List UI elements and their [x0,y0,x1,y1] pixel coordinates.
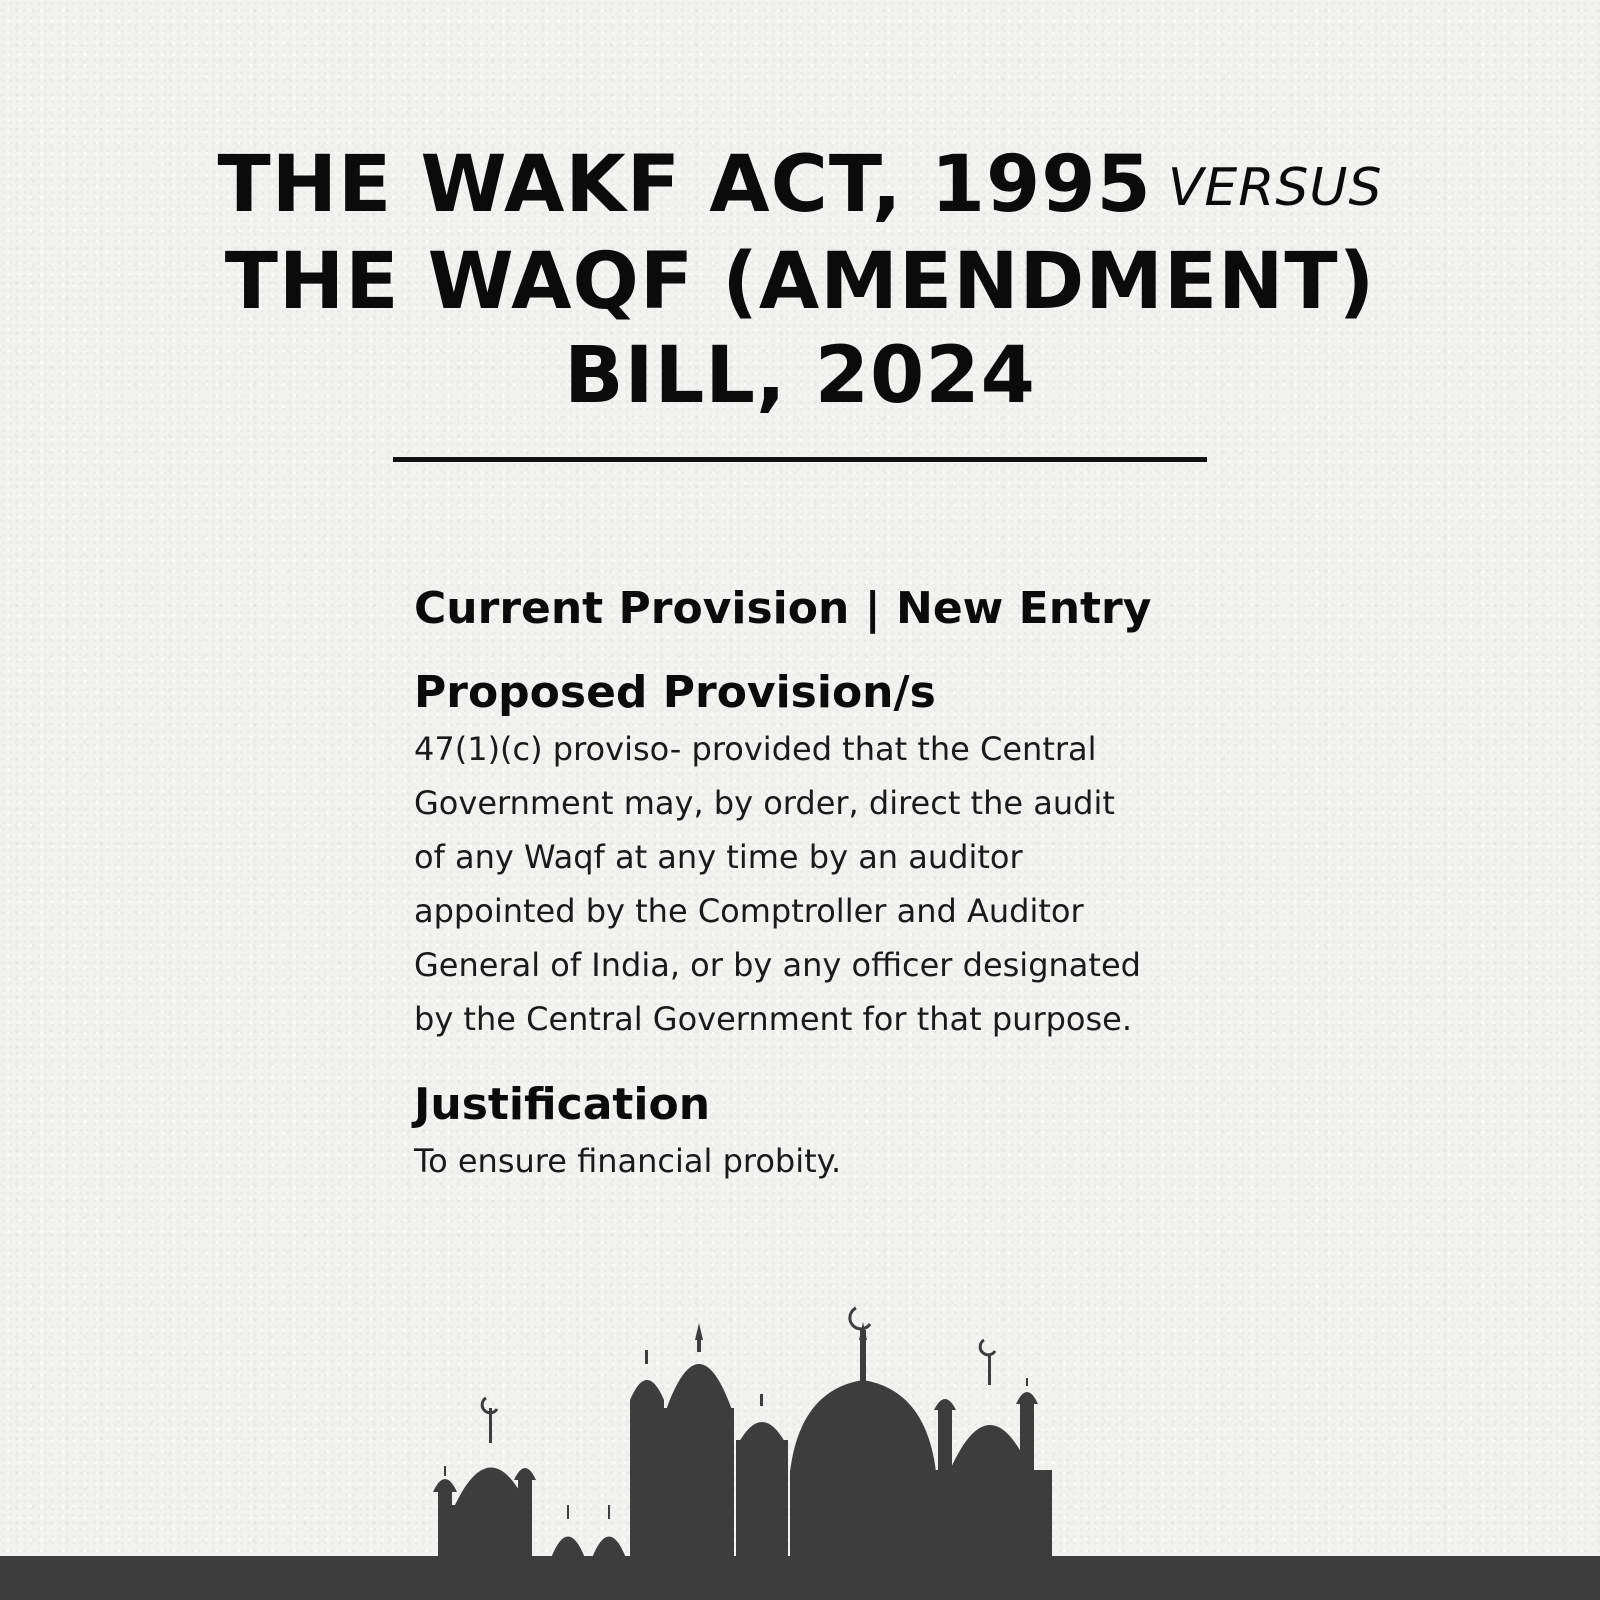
proposed-provision-line: Government may, by order, direct the audit [414,784,1115,822]
title-divider [393,457,1207,462]
versus-label: VERSUS [1167,158,1383,218]
current-provision-heading: Current Provision | New Entry [414,583,1152,634]
mosque-skyline-silhouette [0,1290,1600,1600]
title-line-1 [0,138,1600,235]
proposed-provision-line: 47(1)(c) proviso- provided that the Central [414,730,1097,768]
proposed-provision-line: appointed by the Comptroller and Auditor [414,892,1084,930]
proposed-provision-line: of any Waqf at any time by an auditor [414,838,1023,876]
title-line-2: THE WAQF (AMENDMENT) [224,237,1376,327]
proposed-provision-line: by the Central Government for that purpose. [414,1000,1133,1038]
skyline-shapes [0,1322,1600,1600]
provision-content [414,580,1214,1188]
proposed-provision-heading: Proposed Provision/s [414,667,936,718]
title-line-3: BILL, 2024 [564,331,1036,421]
proposed-provision-text [414,722,1214,1046]
page-title [0,138,1600,423]
justification-line: To ensure financial probity. [414,1142,842,1180]
justification-text [414,1134,1214,1188]
crescent-moon-icon [482,1308,995,1413]
proposed-provision-line: General of India, or by any officer designated [414,946,1141,984]
justification-heading: Justification [414,1079,711,1130]
title-act-name: THE WAKF ACT, 1995 [217,140,1152,230]
